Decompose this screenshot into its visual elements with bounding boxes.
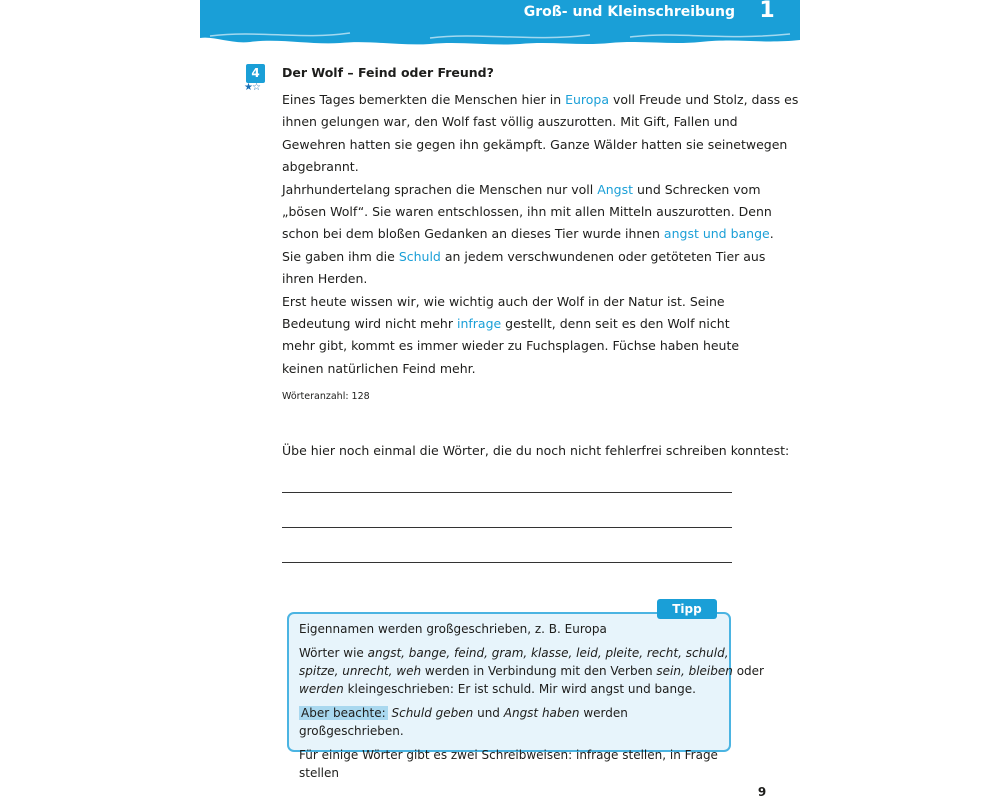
note-highlight: Aber beachte: bbox=[301, 706, 386, 720]
text-line: Erst heute wissen wir, wie wichtig auch der Wolf in der Natur ist. Seine bbox=[282, 293, 725, 309]
text-line: Sie gaben ihm die Schuld an jedem verschwundenen oder getöteten Tier aus bbox=[282, 248, 766, 264]
highlighted-word: angst und bange bbox=[663, 226, 770, 242]
chapter-number: 1 bbox=[759, 0, 775, 23]
text-line: mehr gibt, kommt es immer wieder zu Fuchsplagen. Füchse haben heute bbox=[282, 338, 740, 354]
writing-line-3[interactable] bbox=[282, 562, 732, 563]
text-line: schon bei dem bloßen Gedanken an dieses Tier wurde ihnen angst und bange. bbox=[282, 226, 774, 242]
text-line: Gewehren hatten sie gegen ihn gekämpft. Ganze Wälder hatten sie seinetwegen bbox=[282, 136, 788, 152]
exercise-number-badge: 4 bbox=[246, 64, 265, 83]
highlighted-word: infrage bbox=[456, 316, 502, 332]
highlighted-word: Angst bbox=[597, 181, 634, 197]
exercise-title: Der Wolf – Feind oder Freund? bbox=[282, 65, 494, 80]
tip-rule-proper-nouns: Eigennamen werden großgeschrieben, z. B. Europa bbox=[299, 622, 607, 636]
text-line: ihnen gelungen war, den Wolf fast völlig auszurotten. Mit Gift, Fallen und bbox=[282, 114, 738, 130]
text-line: Bedeutung wird nicht mehr infrage gestellt, denn seit es den Wolf nicht bbox=[282, 316, 730, 332]
dictation-text bbox=[282, 89, 799, 380]
tip-label: Tipp bbox=[657, 599, 717, 619]
tip-rule-lowercase: Wörter wie angst, bange, feind, gram, klasse, leid, pleite, recht, schuld, spitze, unrecht, weh werden in Verbindung mit den Verben sein, bleiben oder werden kleingeschrieben: Er ist schuld. Mir wird angst und bange. bbox=[299, 646, 764, 696]
page-number: 9 bbox=[757, 785, 767, 799]
text-line: „bösen Wolf“. Sie waren entschlossen, ihn mit allen Mitteln auszurotten. Denn bbox=[282, 204, 772, 220]
text-line: ihren Herden. bbox=[282, 271, 368, 287]
writing-line-2[interactable] bbox=[282, 527, 732, 528]
tip-rule-note: Aber beachte: Schuld geben und Angst haben werden großgeschrieben. bbox=[299, 706, 628, 738]
highlighted-word: Europa bbox=[565, 92, 610, 107]
text-line: Jahrhundertelang sprachen die Menschen nur voll Angst und Schrecken vom bbox=[282, 181, 761, 197]
practice-prompt: Übe hier noch einmal die Wörter, die du noch nicht fehlerfrei schreiben konntest: bbox=[282, 443, 790, 458]
text-line: keinen natürlichen Feind mehr. bbox=[282, 360, 476, 376]
difficulty-stars-icon: ★☆ bbox=[244, 82, 260, 93]
text-line: Eines Tages bemerkten die Menschen hier in Europa voll Freude und Stolz, dass es bbox=[282, 92, 799, 107]
writing-line-1[interactable] bbox=[282, 492, 732, 493]
highlighted-word: Schuld bbox=[398, 248, 441, 264]
tip-content bbox=[299, 620, 764, 788]
text-line: abgebrannt. bbox=[282, 159, 359, 175]
chapter-title: Groß- und Kleinschreibung bbox=[523, 4, 735, 20]
word-count: Wörteranzahl: 128 bbox=[282, 391, 370, 402]
tip-rule-two-spellings: Für einige Wörter gibt es zwei Schreibweisen: infrage stellen, in Frage stellen bbox=[299, 748, 718, 780]
